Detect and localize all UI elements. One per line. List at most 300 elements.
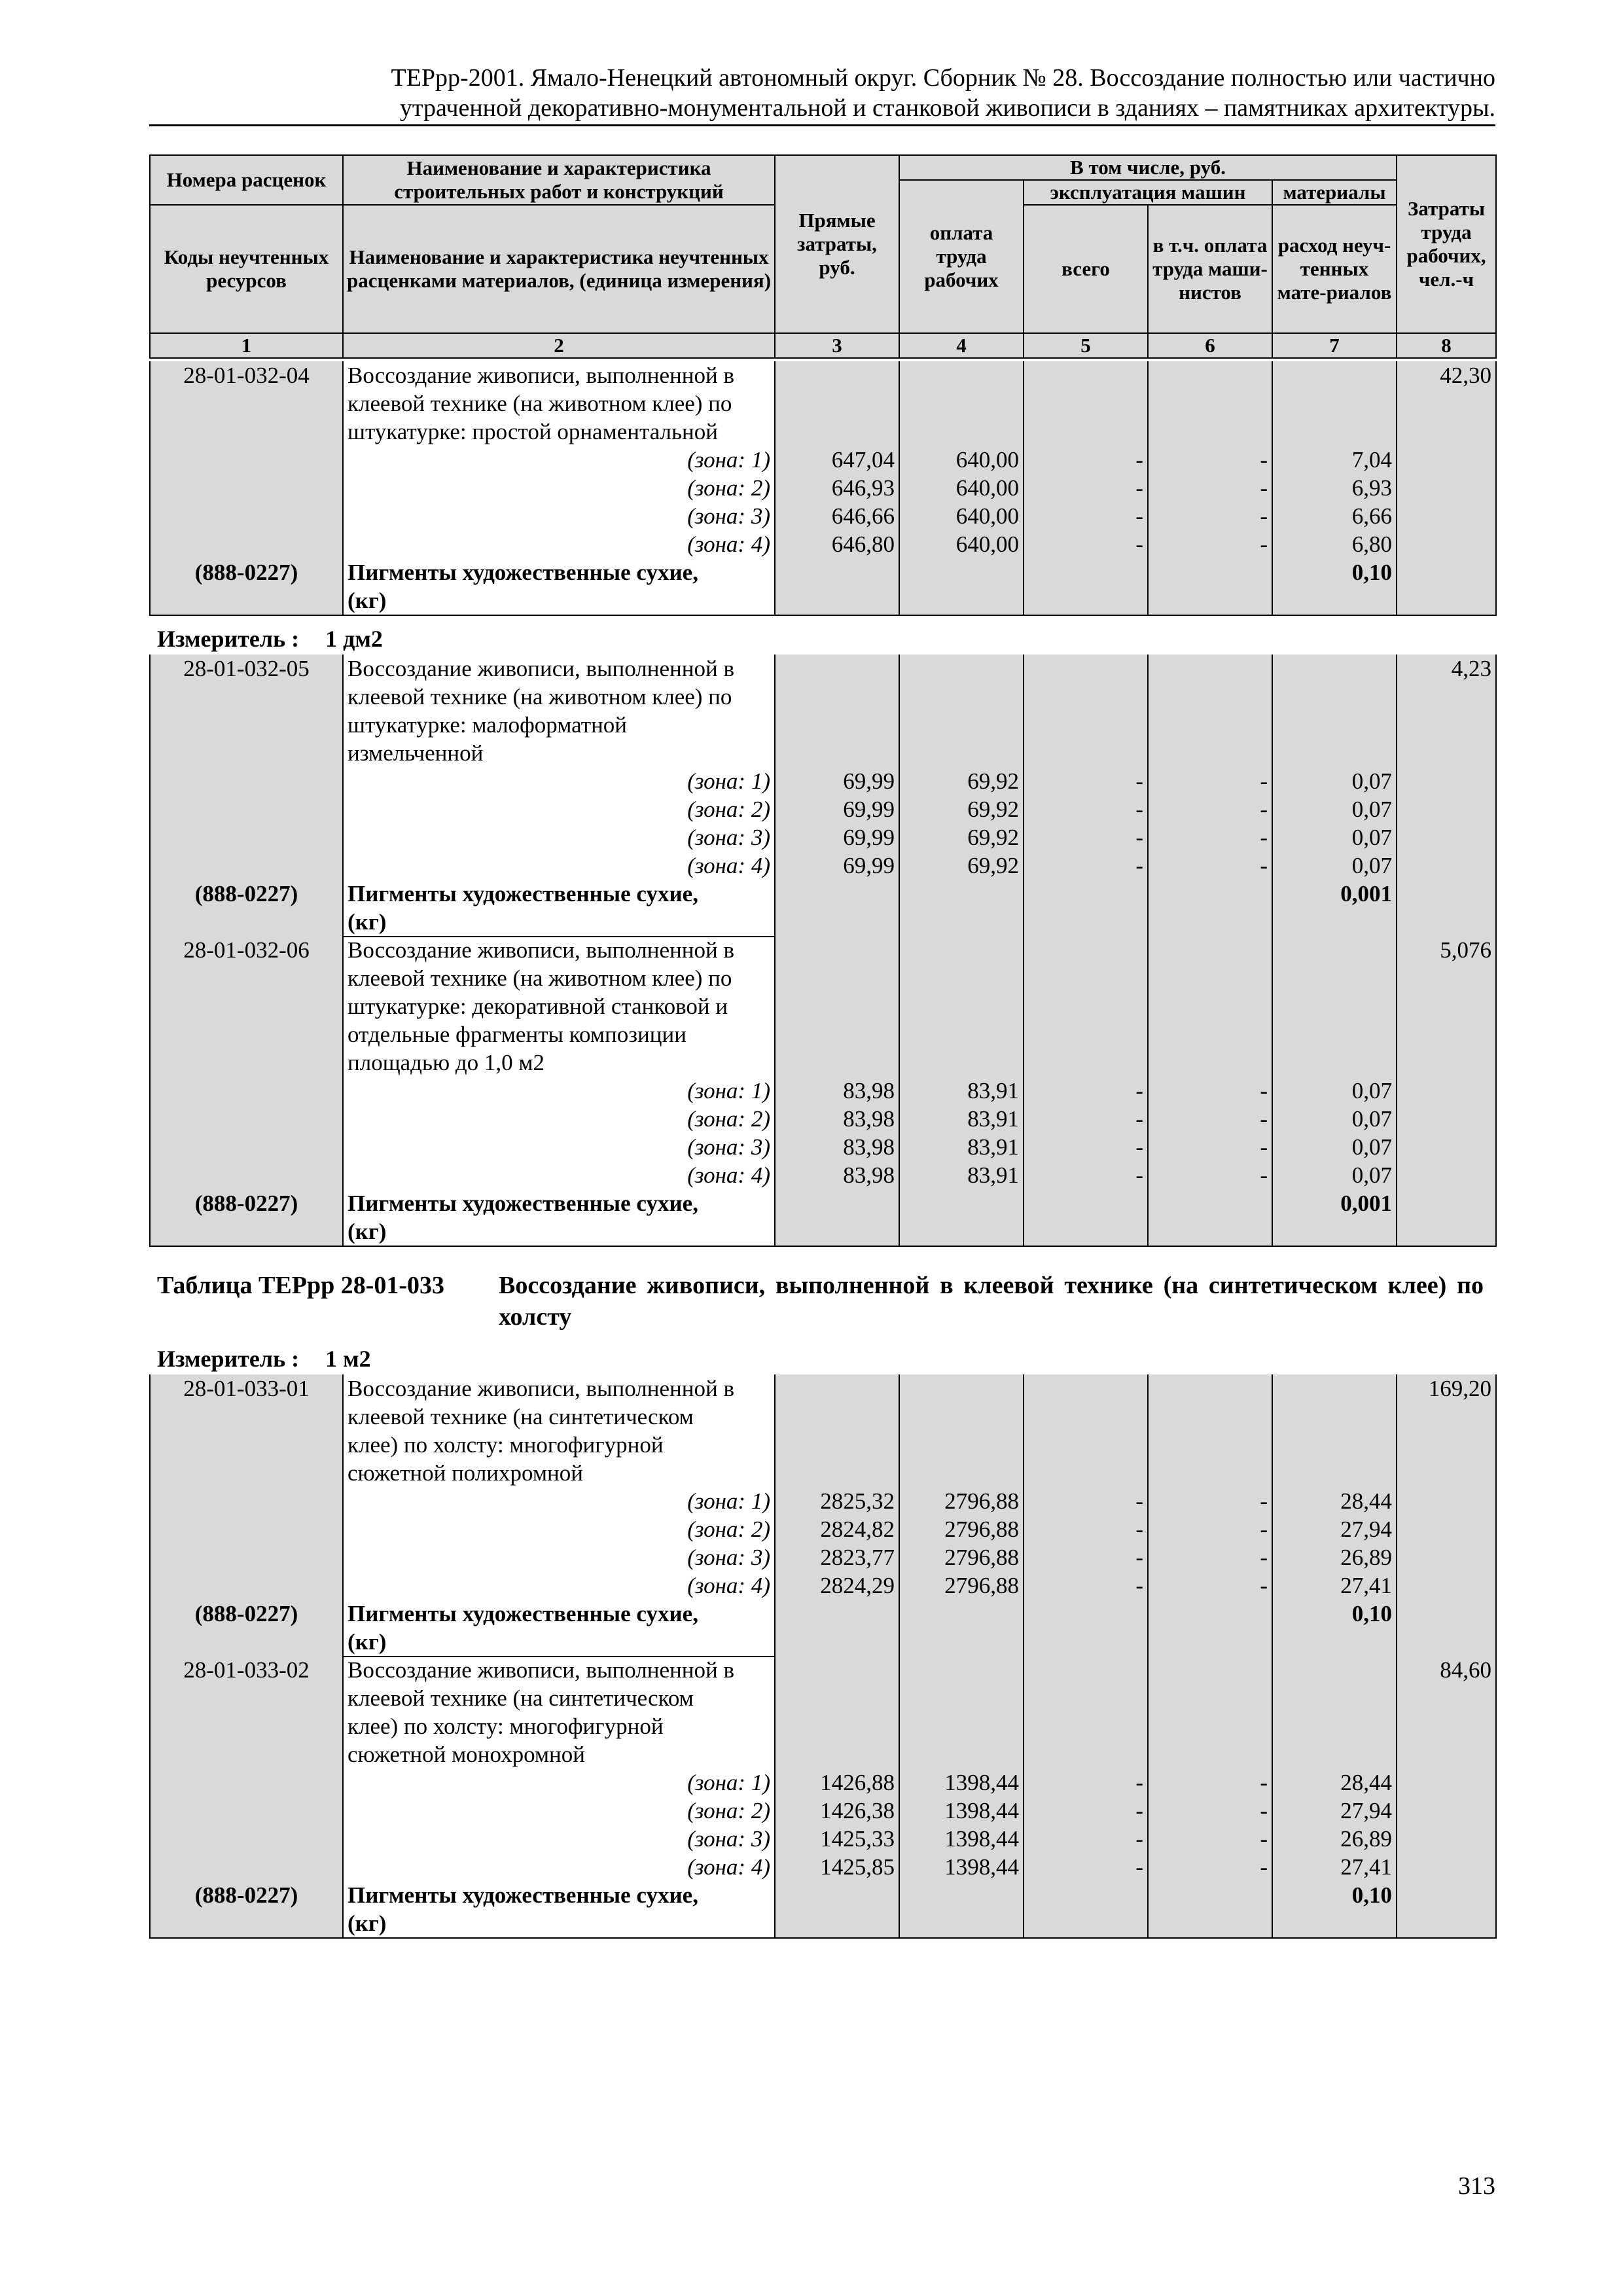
materials: 27,41 — [1272, 1571, 1397, 1600]
empty-cell — [1148, 1374, 1272, 1403]
table-row — [150, 446, 1496, 474]
empty-cell — [1397, 1105, 1496, 1133]
table-row — [150, 880, 1496, 908]
entry-28-01-032-06 — [149, 936, 1495, 1247]
wages: 1398,44 — [899, 1853, 1024, 1881]
empty-cell — [899, 936, 1024, 964]
header-col-number: 5 — [1024, 333, 1148, 358]
table-row — [150, 1217, 1496, 1246]
resource-unit: (кг) — [343, 908, 775, 937]
header-machinists-wages: в т.ч. оплата труда маши-нистов — [1148, 205, 1272, 333]
work-description-line: Воссоздание живописи, выполненной в — [343, 361, 775, 389]
materials: 27,41 — [1272, 1853, 1397, 1881]
empty-cell — [775, 964, 899, 992]
empty-cell — [899, 1189, 1024, 1217]
direct-costs: 83,98 — [775, 1105, 899, 1133]
zone-label: (зона: 4) — [343, 1161, 775, 1189]
empty-cell — [775, 418, 899, 446]
wages: 640,00 — [899, 474, 1024, 502]
empty-cell — [150, 1049, 343, 1077]
empty-cell — [1397, 1020, 1496, 1049]
empty-cell — [775, 558, 899, 586]
empty-cell — [775, 711, 899, 739]
empty-cell — [899, 739, 1024, 767]
empty-cell — [1024, 586, 1148, 615]
empty-cell — [899, 1712, 1024, 1740]
header-resource-codes: Коды неучтенных ресурсов — [150, 205, 343, 333]
direct-costs: 1426,88 — [775, 1768, 899, 1797]
machinists-wages: - — [1148, 446, 1272, 474]
empty-cell — [150, 1161, 343, 1189]
running-header — [149, 63, 1495, 123]
empty-cell — [775, 586, 899, 615]
empty-cell — [150, 1797, 343, 1825]
header-machines-total: всего — [1024, 205, 1148, 333]
empty-cell — [1397, 1600, 1496, 1628]
table-row — [150, 418, 1496, 446]
work-description-line: клеевой технике (на синтетическом — [343, 1684, 775, 1712]
empty-cell — [1148, 1217, 1272, 1246]
materials: 0,07 — [1272, 852, 1397, 880]
table-row — [150, 1684, 1496, 1712]
work-description-line: Воссоздание живописи, выполненной в — [343, 936, 775, 964]
table-row — [150, 767, 1496, 795]
empty-cell — [150, 389, 343, 418]
empty-cell — [1024, 1431, 1148, 1459]
empty-cell — [775, 389, 899, 418]
zone-label: (зона: 4) — [343, 1571, 775, 1600]
header-work-name: Наименование и характеристика строительных работ и конструкций — [343, 155, 775, 205]
header-col-number: 8 — [1397, 333, 1496, 358]
empty-cell — [150, 964, 343, 992]
table-row — [150, 530, 1496, 558]
empty-cell — [1272, 1459, 1397, 1487]
wages: 83,91 — [899, 1133, 1024, 1161]
empty-cell — [1397, 964, 1496, 992]
header-col-number: 4 — [899, 333, 1024, 358]
work-description-line: штукатурке: декоративной станковой и — [343, 992, 775, 1020]
labor-costs: 4,23 — [1397, 655, 1496, 683]
empty-cell — [775, 739, 899, 767]
machines-total: - — [1024, 767, 1148, 795]
table-row — [150, 655, 1496, 683]
empty-cell — [150, 711, 343, 739]
table-row — [150, 558, 1496, 586]
empty-cell — [1397, 1684, 1496, 1712]
resource-code: (888-0227) — [150, 558, 343, 586]
empty-cell — [1024, 1189, 1148, 1217]
empty-cell — [1024, 683, 1148, 711]
empty-cell — [150, 1825, 343, 1853]
empty-cell — [150, 1133, 343, 1161]
machines-total: - — [1024, 1825, 1148, 1853]
zone-label: (зона: 2) — [343, 1515, 775, 1543]
empty-cell — [1397, 1571, 1496, 1600]
machines-total: - — [1024, 1853, 1148, 1881]
resource-unit: (кг) — [343, 1628, 775, 1657]
direct-costs: 1425,85 — [775, 1853, 899, 1881]
direct-costs: 646,93 — [775, 474, 899, 502]
empty-cell — [1148, 389, 1272, 418]
empty-cell — [1397, 446, 1496, 474]
zone-label: (зона: 4) — [343, 852, 775, 880]
header-rule — [149, 124, 1495, 126]
empty-cell — [150, 1853, 343, 1881]
empty-cell — [775, 1881, 899, 1909]
empty-cell — [1272, 936, 1397, 964]
empty-cell — [1397, 880, 1496, 908]
empty-cell — [1148, 1403, 1272, 1431]
empty-cell — [775, 1628, 899, 1657]
materials: 0,07 — [1272, 767, 1397, 795]
empty-cell — [1024, 389, 1148, 418]
direct-costs: 2824,29 — [775, 1571, 899, 1600]
empty-cell — [899, 1909, 1024, 1938]
resource-name: Пигменты художественные сухие, — [343, 1881, 775, 1909]
zone-label: (зона: 1) — [343, 446, 775, 474]
direct-costs: 69,99 — [775, 795, 899, 823]
measure-line — [157, 1345, 371, 1372]
header-col-number: 2 — [343, 333, 775, 358]
empty-cell — [1148, 1881, 1272, 1909]
empty-cell — [150, 1515, 343, 1543]
empty-cell — [899, 1600, 1024, 1628]
direct-costs: 69,99 — [775, 823, 899, 852]
measure-label: Измеритель : — [157, 1346, 300, 1372]
table-row — [150, 1431, 1496, 1459]
machinists-wages: - — [1148, 852, 1272, 880]
empty-cell — [899, 908, 1024, 937]
empty-cell — [150, 683, 343, 711]
wages: 2796,88 — [899, 1487, 1024, 1515]
resource-name: Пигменты художественные сухие, — [343, 1600, 775, 1628]
empty-cell — [1024, 1684, 1148, 1712]
empty-cell — [1148, 1431, 1272, 1459]
resource-unit: (кг) — [343, 1909, 775, 1938]
rate-table — [149, 361, 1497, 616]
wages: 83,91 — [899, 1161, 1024, 1189]
direct-costs: 69,99 — [775, 767, 899, 795]
empty-cell — [899, 361, 1024, 389]
table-row — [150, 1459, 1496, 1487]
table-row — [150, 1571, 1496, 1600]
empty-cell — [150, 1403, 343, 1431]
resource-name: Пигменты художественные сухие, — [343, 880, 775, 908]
table-row — [150, 1487, 1496, 1515]
resource-name: Пигменты художественные сухие, — [343, 1189, 775, 1217]
table-header — [149, 154, 1495, 359]
empty-cell — [150, 908, 343, 937]
machines-total: - — [1024, 1543, 1148, 1571]
empty-cell — [150, 1217, 343, 1246]
empty-cell — [1024, 1909, 1148, 1938]
empty-cell — [1148, 739, 1272, 767]
wages: 1398,44 — [899, 1768, 1024, 1797]
empty-cell — [1272, 711, 1397, 739]
machinists-wages: - — [1148, 1543, 1272, 1571]
empty-cell — [1148, 964, 1272, 992]
table-title-text: Воссоздание живописи, выполненной в клеевой технике (на синтетическом клее) по холсту — [499, 1272, 1484, 1331]
empty-cell — [1397, 823, 1496, 852]
empty-cell — [899, 655, 1024, 683]
empty-cell — [1397, 1459, 1496, 1487]
header-col-number: 6 — [1148, 333, 1272, 358]
table-row — [150, 1656, 1496, 1684]
empty-cell — [1272, 992, 1397, 1020]
work-description-line: клеевой технике (на животном клее) по — [343, 389, 775, 418]
wages: 69,92 — [899, 767, 1024, 795]
materials: 28,44 — [1272, 1768, 1397, 1797]
empty-cell — [1148, 992, 1272, 1020]
table-row — [150, 1797, 1496, 1825]
empty-cell — [150, 1020, 343, 1049]
rate-code: 28-01-033-01 — [150, 1374, 343, 1403]
machines-total: - — [1024, 1487, 1148, 1515]
direct-costs: 83,98 — [775, 1077, 899, 1105]
work-description-line: измельченной — [343, 739, 775, 767]
direct-costs: 646,80 — [775, 530, 899, 558]
table-row — [150, 1515, 1496, 1543]
empty-cell — [1148, 361, 1272, 389]
table-row — [150, 1189, 1496, 1217]
direct-costs: 83,98 — [775, 1161, 899, 1189]
work-description-line: сюжетной полихромной — [343, 1459, 775, 1487]
machines-total: - — [1024, 1077, 1148, 1105]
empty-cell — [150, 1543, 343, 1571]
empty-cell — [150, 1712, 343, 1740]
wages: 640,00 — [899, 446, 1024, 474]
table-row — [150, 1077, 1496, 1105]
header-wages: оплата труда рабочих — [899, 180, 1024, 333]
empty-cell — [1397, 418, 1496, 446]
empty-cell — [1272, 1403, 1397, 1431]
table-row — [150, 795, 1496, 823]
table-row — [150, 1600, 1496, 1628]
empty-cell — [1024, 1374, 1148, 1403]
work-description-line: Воссоздание живописи, выполненной в — [343, 655, 775, 683]
empty-cell — [1148, 1600, 1272, 1628]
materials: 28,44 — [1272, 1487, 1397, 1515]
empty-cell — [150, 992, 343, 1020]
direct-costs: 2823,77 — [775, 1543, 899, 1571]
empty-cell — [1024, 1217, 1148, 1246]
table-row — [150, 1740, 1496, 1768]
empty-cell — [1397, 1797, 1496, 1825]
page-number: 313 — [1458, 2172, 1495, 2200]
empty-cell — [1397, 474, 1496, 502]
empty-cell — [1397, 739, 1496, 767]
materials: 6,80 — [1272, 530, 1397, 558]
resource-name: Пигменты художественные сухие, — [343, 558, 775, 586]
machinists-wages: - — [1148, 1768, 1272, 1797]
empty-cell — [1148, 936, 1272, 964]
empty-cell — [775, 1909, 899, 1938]
resource-code: (888-0227) — [150, 1881, 343, 1909]
work-description-line: клеевой технике (на животном клее) по — [343, 964, 775, 992]
wages: 83,91 — [899, 1077, 1024, 1105]
materials: 27,94 — [1272, 1797, 1397, 1825]
table-row — [150, 1881, 1496, 1909]
zone-label: (зона: 1) — [343, 767, 775, 795]
labor-costs: 42,30 — [1397, 361, 1496, 389]
machinists-wages: - — [1148, 474, 1272, 502]
empty-cell — [899, 1431, 1024, 1459]
empty-cell — [150, 1459, 343, 1487]
empty-cell — [775, 361, 899, 389]
machines-total: - — [1024, 1133, 1148, 1161]
zone-label: (зона: 2) — [343, 1105, 775, 1133]
rate-code: 28-01-032-04 — [150, 361, 343, 389]
zone-label: (зона: 4) — [343, 1853, 775, 1881]
direct-costs: 2825,32 — [775, 1487, 899, 1515]
header-direct-costs: Прямые затраты, руб. — [775, 155, 899, 333]
direct-costs: 1426,38 — [775, 1797, 899, 1825]
direct-costs: 83,98 — [775, 1133, 899, 1161]
empty-cell — [775, 1656, 899, 1684]
empty-cell — [899, 683, 1024, 711]
empty-cell — [775, 655, 899, 683]
empty-cell — [150, 1684, 343, 1712]
empty-cell — [1272, 361, 1397, 389]
empty-cell — [899, 1881, 1024, 1909]
empty-cell — [1272, 1431, 1397, 1459]
wages: 69,92 — [899, 795, 1024, 823]
empty-cell — [1397, 767, 1496, 795]
wages: 69,92 — [899, 852, 1024, 880]
empty-cell — [1272, 1049, 1397, 1077]
empty-cell — [899, 964, 1024, 992]
machinists-wages: - — [1148, 1105, 1272, 1133]
empty-cell — [1272, 1628, 1397, 1657]
empty-cell — [775, 1189, 899, 1217]
empty-cell — [1148, 908, 1272, 937]
empty-cell — [1397, 1768, 1496, 1797]
empty-cell — [1397, 795, 1496, 823]
header-rate-numbers: Номера расценок — [150, 155, 343, 205]
machinists-wages: - — [1148, 1825, 1272, 1853]
table-row — [150, 1909, 1496, 1938]
empty-cell — [1397, 1740, 1496, 1768]
machinists-wages: - — [1148, 1161, 1272, 1189]
zone-label: (зона: 1) — [343, 1487, 775, 1515]
machinists-wages: - — [1148, 1133, 1272, 1161]
resource-quantity: 0,001 — [1272, 1189, 1397, 1217]
empty-cell — [1397, 1487, 1496, 1515]
empty-cell — [1024, 908, 1148, 937]
empty-cell — [899, 992, 1024, 1020]
empty-cell — [899, 558, 1024, 586]
empty-cell — [899, 1217, 1024, 1246]
empty-cell — [1148, 1628, 1272, 1657]
empty-cell — [1024, 711, 1148, 739]
empty-cell — [1024, 1740, 1148, 1768]
empty-cell — [1272, 683, 1397, 711]
work-description-line: клее) по холсту: многофигурной — [343, 1431, 775, 1459]
table-row — [150, 1853, 1496, 1881]
empty-cell — [1024, 739, 1148, 767]
zone-label: (зона: 2) — [343, 1797, 775, 1825]
empty-cell — [1397, 586, 1496, 615]
materials: 0,07 — [1272, 1077, 1397, 1105]
materials: 0,07 — [1272, 1161, 1397, 1189]
machinists-wages: - — [1148, 1571, 1272, 1600]
wages: 640,00 — [899, 502, 1024, 530]
wages: 1398,44 — [899, 1797, 1024, 1825]
empty-cell — [775, 880, 899, 908]
wages: 69,92 — [899, 823, 1024, 852]
table-row — [150, 1020, 1496, 1049]
rate-table — [149, 655, 1497, 937]
entry-28-01-033-02 — [149, 1656, 1495, 1939]
empty-cell — [1397, 1628, 1496, 1657]
empty-cell — [1272, 1909, 1397, 1938]
labor-costs: 169,20 — [1397, 1374, 1496, 1403]
empty-cell — [1272, 1020, 1397, 1049]
materials: 26,89 — [1272, 1825, 1397, 1853]
table-row — [150, 361, 1496, 389]
direct-costs: 69,99 — [775, 852, 899, 880]
work-description-line: отдельные фрагменты композиции — [343, 1020, 775, 1049]
machinists-wages: - — [1148, 1487, 1272, 1515]
empty-cell — [1024, 1628, 1148, 1657]
materials: 0,07 — [1272, 1105, 1397, 1133]
empty-cell — [1148, 711, 1272, 739]
header-machines: эксплуатация машин — [1024, 180, 1272, 205]
empty-cell — [1397, 530, 1496, 558]
resource-unit: (кг) — [343, 586, 775, 615]
empty-cell — [1024, 1712, 1148, 1740]
direct-costs: 1425,33 — [775, 1825, 899, 1853]
empty-cell — [1024, 1600, 1148, 1628]
materials: 0,07 — [1272, 823, 1397, 852]
table-row — [150, 474, 1496, 502]
empty-cell — [1397, 908, 1496, 937]
table-row — [150, 852, 1496, 880]
rate-table — [149, 1656, 1497, 1939]
empty-cell — [1024, 880, 1148, 908]
empty-cell — [1397, 992, 1496, 1020]
empty-cell — [1397, 1853, 1496, 1881]
empty-cell — [1024, 361, 1148, 389]
measure-label: Измеритель : — [157, 626, 300, 652]
wages: 640,00 — [899, 530, 1024, 558]
empty-cell — [775, 1049, 899, 1077]
empty-cell — [1397, 389, 1496, 418]
empty-cell — [1397, 1161, 1496, 1189]
rate-code: 28-01-032-06 — [150, 936, 343, 964]
materials: 27,94 — [1272, 1515, 1397, 1543]
zone-label: (зона: 1) — [343, 1768, 775, 1797]
table-row — [150, 711, 1496, 739]
empty-cell — [1024, 936, 1148, 964]
zone-label: (зона: 3) — [343, 502, 775, 530]
empty-cell — [150, 1768, 343, 1797]
machines-total: - — [1024, 1161, 1148, 1189]
empty-cell — [1272, 1712, 1397, 1740]
empty-cell — [775, 908, 899, 937]
table-row — [150, 586, 1496, 615]
empty-cell — [1397, 1217, 1496, 1246]
machinists-wages: - — [1148, 1853, 1272, 1881]
table-row — [150, 823, 1496, 852]
empty-cell — [775, 1217, 899, 1246]
table-row — [150, 936, 1496, 964]
machinists-wages: - — [1148, 1797, 1272, 1825]
rate-table — [149, 936, 1497, 1247]
wages: 2796,88 — [899, 1515, 1024, 1543]
empty-cell — [1397, 1825, 1496, 1853]
empty-cell — [775, 1020, 899, 1049]
